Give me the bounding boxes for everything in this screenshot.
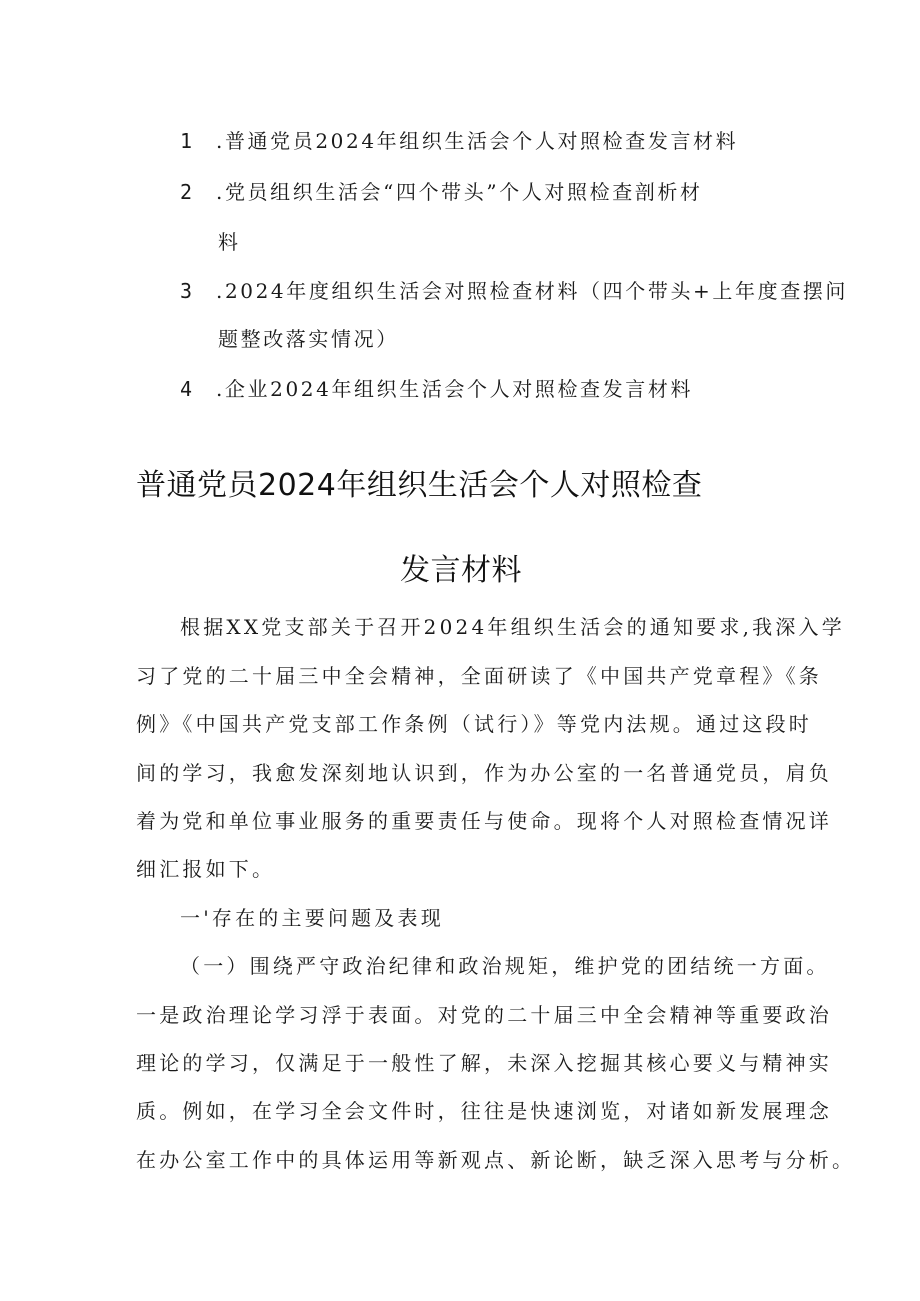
body-line: 质。例如，在学习全会文件时，往往是快速浏览，对诸如新发展理念 <box>136 1099 832 1123</box>
body-line: 着为党和单位事业服务的重要责任与使命。现将个人对照检查情况详 <box>136 809 832 833</box>
toc-item-label: .2024年度组织生活会对照检查材料（四个带头+上年度查摆问 <box>216 279 849 303</box>
body-line: 例》《中国共产党支部工作条例（试行）》等党内法规。通过这段时 <box>136 712 812 736</box>
toc-item-label: .党员组织生活会“四个带头”个人对照检查剖析材 <box>216 180 703 204</box>
toc-item-3-continuation: 题整改落实情况） <box>218 327 399 351</box>
toc-item-2[interactable] <box>180 176 703 205</box>
section-heading: 一'存在的主要问题及表现 <box>180 906 444 930</box>
toc-item-number: 4 <box>180 377 195 401</box>
toc-item-3[interactable] <box>180 275 848 304</box>
toc-item-label: .企业2024年组织生活会个人对照检查发言材料 <box>216 377 694 401</box>
toc-item-1[interactable] <box>180 125 738 154</box>
article-title-line-1: 普通党员2024年组织生活会个人对照检查 <box>136 468 703 503</box>
toc-item-number: 1 <box>180 129 195 153</box>
body-line: 理论的学习，仅满足于一般性了解，未深入挖掘其核心要义与精神实 <box>136 1051 832 1075</box>
toc-item-label: .普通党员2024年组织生活会个人对照检查发言材料 <box>216 129 739 153</box>
body-line: 在办公室工作中的具体运用等新观点、新论断，缺乏深入思考与分析。 <box>136 1148 856 1172</box>
toc-item-number: 3 <box>180 279 195 303</box>
body-line: 根据XX党支部关于召开2024年组织生活会的通知要求,我深入学 <box>180 615 845 639</box>
toc-item-number: 2 <box>180 180 195 204</box>
body-line: 习了党的二十届三中全会精神，全面研读了《中国共产党章程》《条 <box>136 664 822 688</box>
body-line: 间的学习，我愈发深刻地认识到，作为办公室的一名普通党员，肩负 <box>136 761 832 785</box>
subsection-heading: （一）围绕严守政治纪律和政治规矩，维护党的团结统一方面。 <box>180 954 830 978</box>
article-title-line-2: 发言材料 <box>400 553 522 588</box>
body-line: 一是政治理论学习浮于表面。对党的二十届三中全会精神等重要政治 <box>136 1003 832 1027</box>
body-line: 细汇报如下。 <box>136 857 276 881</box>
toc-item-2-continuation: 料 <box>218 230 241 254</box>
toc-item-4[interactable] <box>180 373 693 402</box>
